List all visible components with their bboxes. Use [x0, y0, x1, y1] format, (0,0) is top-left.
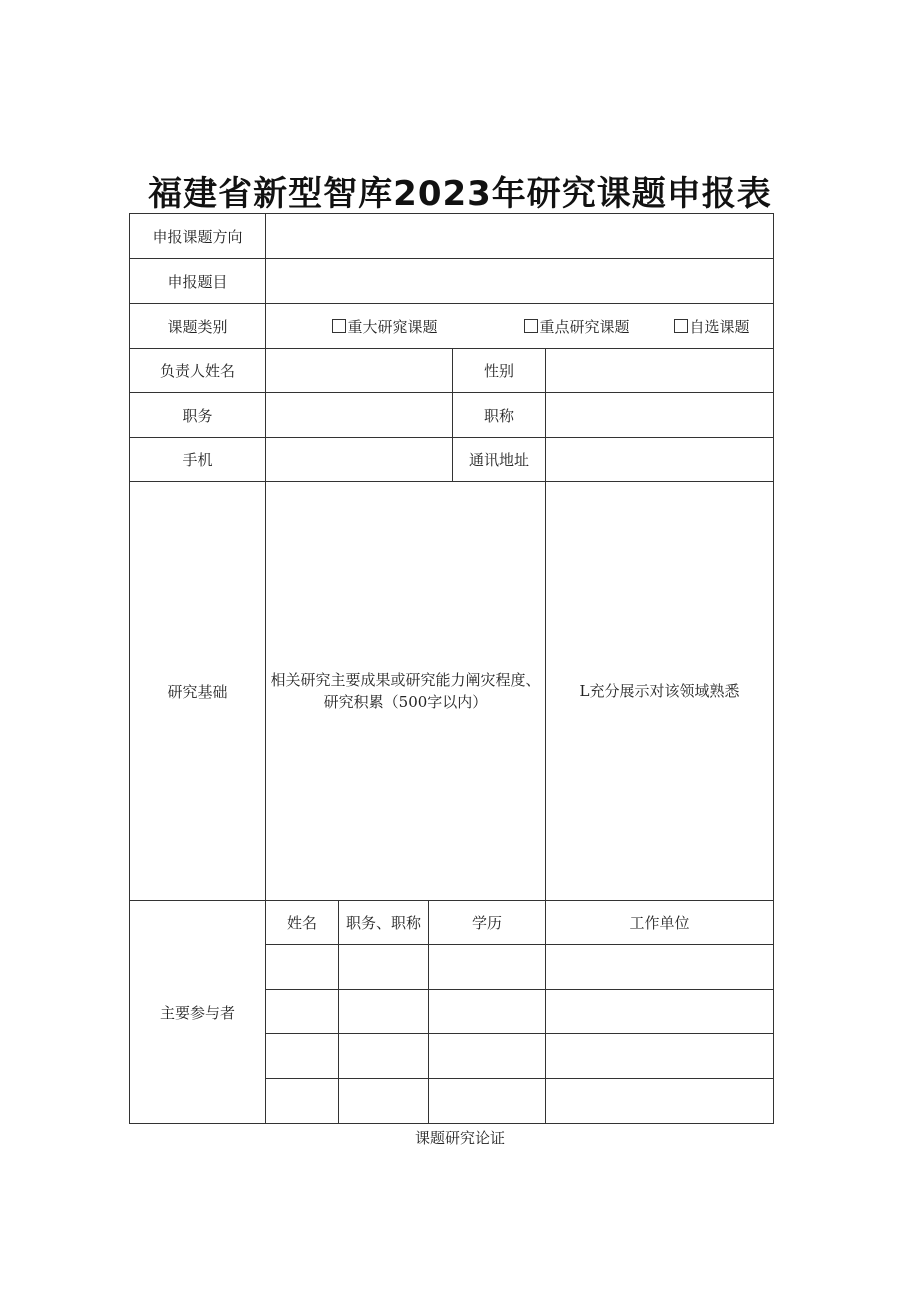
participant-name-cell[interactable] — [266, 1034, 339, 1079]
topic-value-cell[interactable] — [266, 259, 774, 304]
participants-header-row — [130, 901, 774, 945]
category-options — [266, 304, 774, 349]
participant-education-cell[interactable] — [429, 1079, 546, 1124]
participant-employer-cell[interactable] — [546, 945, 774, 990]
participant-position-cell[interactable] — [339, 945, 429, 990]
position-cell[interactable] — [266, 393, 453, 438]
address-cell[interactable] — [546, 438, 774, 482]
participant-employer-cell[interactable] — [546, 1079, 774, 1124]
application-form-table — [129, 213, 774, 1124]
participant-education-cell[interactable] — [429, 945, 546, 990]
checkbox-icon[interactable] — [332, 319, 346, 333]
gender-cell[interactable] — [546, 349, 774, 393]
participant-education-cell[interactable] — [429, 990, 546, 1034]
direction-label: 申报课题方向 — [130, 214, 266, 259]
topic-row — [130, 259, 774, 304]
title-label: 职称 — [453, 393, 546, 438]
direction-value-cell[interactable] — [266, 214, 774, 259]
leader-name-cell[interactable] — [266, 349, 453, 393]
leader-name-label: 负责人姓名 — [130, 349, 266, 393]
category-label: 课题类别 — [130, 304, 266, 349]
participant-employer-cell[interactable] — [546, 990, 774, 1034]
basis-text-right[interactable]: L充分展示对该领域熟悉 — [546, 482, 774, 901]
basis-text-left[interactable]: 相关研究主要成果或研究能力阐灾程度、研究积累（500字以内） — [266, 482, 546, 901]
participants-header-position: 职务、职称 — [339, 901, 429, 945]
participants-label: 主要参与者 — [130, 901, 266, 1124]
position-row — [130, 393, 774, 438]
basis-row — [130, 482, 774, 901]
checkbox-icon[interactable] — [524, 319, 538, 333]
participant-name-cell[interactable] — [266, 1079, 339, 1124]
leader-row — [130, 349, 774, 393]
participants-header-education: 学历 — [429, 901, 546, 945]
participants-header-employer: 工作单位 — [546, 901, 774, 945]
category-option-self[interactable]: 自选课题 — [674, 316, 750, 337]
participant-education-cell[interactable] — [429, 1034, 546, 1079]
participant-position-cell[interactable] — [339, 1079, 429, 1124]
address-label: 通讯地址 — [453, 438, 546, 482]
participants-header-name: 姓名 — [266, 901, 339, 945]
checkbox-icon[interactable] — [674, 319, 688, 333]
category-option-key[interactable]: 重点研究课题 — [480, 316, 674, 337]
topic-label: 申报题目 — [130, 259, 266, 304]
basis-label: 研究基础 — [130, 482, 266, 901]
phone-label: 手机 — [130, 438, 266, 482]
participant-position-cell[interactable] — [339, 990, 429, 1034]
participant-employer-cell[interactable] — [546, 1034, 774, 1079]
category-option-major[interactable]: 重大研窕课题 — [290, 316, 480, 337]
title-cell[interactable] — [546, 393, 774, 438]
category-row — [130, 304, 774, 349]
form-title: 福建省新型智库2023年研究课题申报表 — [148, 174, 772, 214]
direction-row — [130, 214, 774, 259]
section-heading-research-argument: 课题研究论证 — [414, 1129, 505, 1147]
phone-cell[interactable] — [266, 438, 453, 482]
position-label: 职务 — [130, 393, 266, 438]
participant-name-cell[interactable] — [266, 945, 339, 990]
participant-position-cell[interactable] — [339, 1034, 429, 1079]
contact-row — [130, 438, 774, 482]
participant-name-cell[interactable] — [266, 990, 339, 1034]
gender-label: 性别 — [453, 349, 546, 393]
